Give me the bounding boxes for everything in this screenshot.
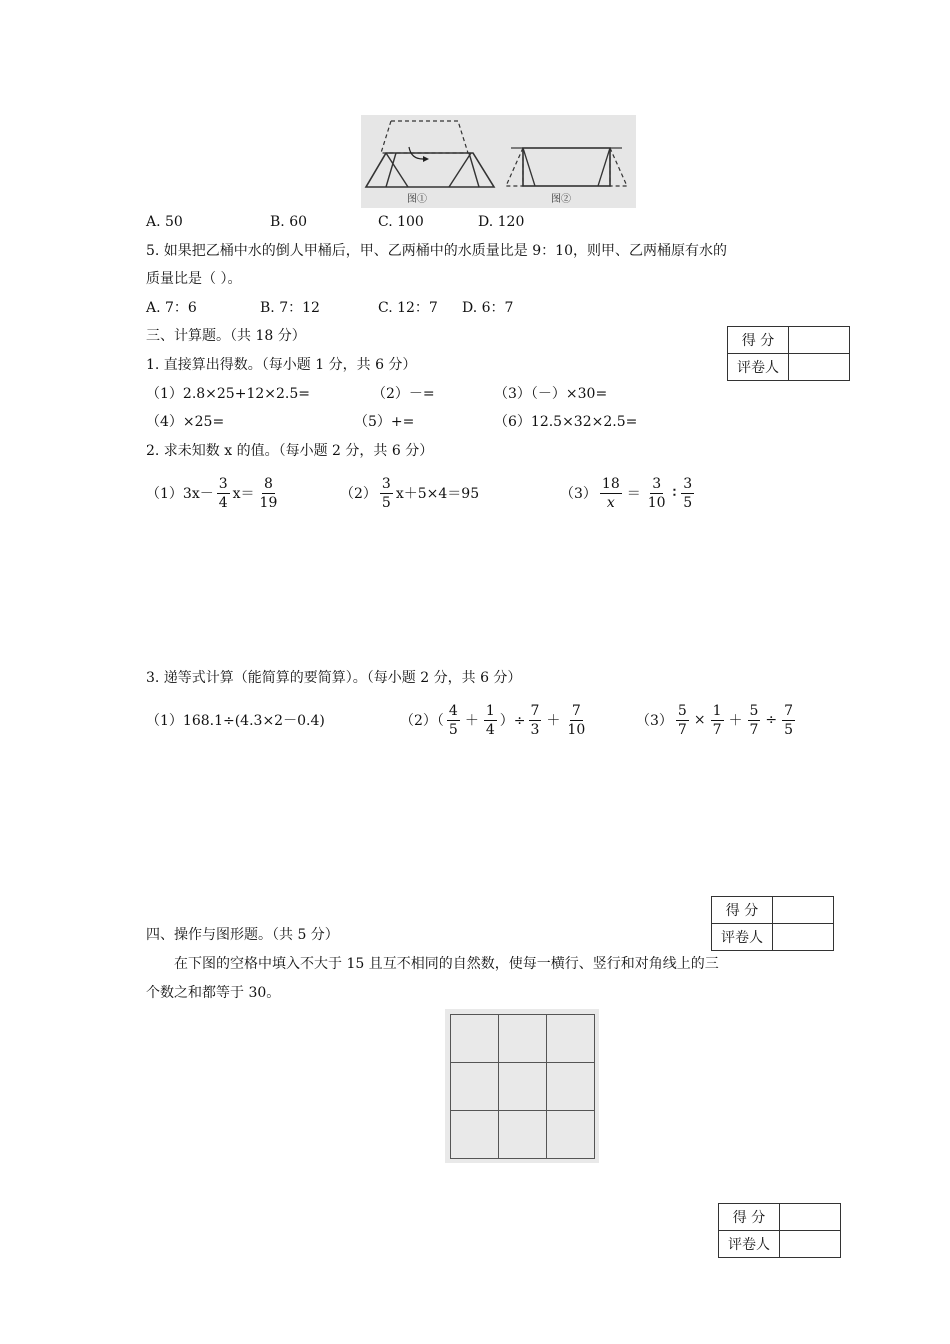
- q4-option-c: C. 100: [378, 214, 424, 230]
- q2e1-label: （1）3x－: [146, 486, 214, 502]
- score-blank: [789, 327, 850, 354]
- denominator: 5: [683, 494, 693, 511]
- q1-item-6: （6）12.5×32×2.5=: [494, 414, 638, 430]
- grader-label: 评卷人: [719, 1231, 780, 1258]
- grader-blank: [773, 924, 834, 951]
- numerator: 7: [530, 702, 540, 719]
- q1-item-5: （5）+=: [354, 414, 415, 430]
- numerator: 4: [448, 702, 458, 719]
- q1-title: 1. 直接算出得数。（每小题 1 分，共 6 分）: [146, 357, 417, 373]
- fraction: [380, 476, 393, 511]
- q3e1-text: （1）168.1÷(4.3×2－0.4): [146, 713, 325, 729]
- times-sign: ×: [693, 712, 706, 728]
- fraction: [217, 476, 230, 511]
- figure-1-label: 图①: [407, 194, 427, 205]
- score-label: 得 分: [712, 897, 773, 924]
- denominator: 4: [485, 721, 495, 738]
- denominator: x: [606, 494, 615, 511]
- grid-cell[interactable]: [450, 1062, 499, 1111]
- q3-expression-1: [146, 695, 325, 745]
- numerator: 7: [571, 702, 581, 719]
- plus-sign: ＋: [728, 713, 743, 729]
- numerator: 7: [784, 702, 794, 719]
- fraction: [748, 703, 761, 738]
- q1-item-2: （2）－=: [372, 386, 435, 402]
- denominator: 5: [381, 494, 391, 511]
- q2e1-mid: x＝: [232, 486, 255, 502]
- q5-text-line1: 5. 如果把乙桶中水的倒人甲桶后，甲、乙两桶中的水质量比是 9：10，则甲、乙两桶原有水的: [146, 243, 727, 259]
- ratio-colon: ∶: [672, 485, 677, 501]
- numerator: 18: [601, 475, 620, 492]
- q3e2-close: ）÷: [499, 713, 526, 729]
- q3e3-label: （3）: [636, 713, 673, 729]
- grid-cell[interactable]: [546, 1110, 595, 1159]
- grader-blank: [789, 354, 850, 381]
- q2e3-label: （3）: [560, 486, 597, 502]
- grid-cell[interactable]: [546, 1014, 595, 1063]
- q3-expression-3: [636, 695, 798, 745]
- grader-label: 评卷人: [728, 354, 789, 381]
- score-blank: [780, 1204, 841, 1231]
- figure-2-label: 图②: [551, 194, 571, 205]
- denominator: 4: [218, 494, 228, 511]
- numerator: 3: [218, 475, 228, 492]
- fraction: [529, 703, 542, 738]
- numerator: 8: [264, 475, 273, 492]
- q2-title: 2. 求未知数 x 的值。（每小题 2 分，共 6 分）: [146, 443, 434, 459]
- trapezoid-fold-figure: [361, 115, 636, 208]
- numerator: 3: [652, 475, 662, 492]
- numerator: 5: [749, 702, 759, 719]
- score-box-section-5: [718, 1203, 841, 1258]
- denominator: 7: [677, 721, 687, 738]
- grid-cell[interactable]: [498, 1014, 547, 1063]
- fraction: [681, 476, 694, 511]
- denominator: 7: [712, 721, 722, 738]
- q4-option-d: D. 120: [478, 214, 525, 230]
- fraction: [782, 703, 795, 738]
- q1-item-3: （3）（－）×30=: [494, 386, 608, 402]
- q3e2-label: （2）（: [400, 713, 444, 729]
- fraction: [258, 476, 280, 511]
- section-3-title: 三、计算题。（共 18 分）: [146, 328, 306, 344]
- q5-option-a: A. 7：6: [146, 300, 197, 316]
- fraction: [600, 476, 622, 511]
- q1-item-4: （4）×25=: [146, 414, 225, 430]
- equals-sign: ＝: [626, 486, 641, 502]
- fraction: [447, 703, 460, 738]
- fraction: [484, 703, 497, 738]
- q1-item-1: （1）2.8×25+12×2.5=: [146, 386, 310, 402]
- magic-square-grid: [445, 1009, 599, 1163]
- q2e2-label: （2）: [340, 486, 377, 502]
- grader-blank: [780, 1231, 841, 1258]
- fraction: [646, 476, 668, 511]
- plus-sign: ＋: [546, 713, 561, 729]
- denominator: 5: [784, 721, 794, 738]
- numerator: 3: [381, 475, 391, 492]
- fraction: [676, 703, 689, 738]
- q3-title: 3. 递等式计算（能简算的要简算）。（每小题 2 分，共 6 分）: [146, 670, 522, 686]
- grid-cell[interactable]: [498, 1062, 547, 1111]
- grader-label: 评卷人: [712, 924, 773, 951]
- fraction: [711, 703, 724, 738]
- score-box-section-4: [711, 896, 834, 951]
- grid-cell[interactable]: [450, 1014, 499, 1063]
- denominator: 19: [259, 494, 278, 511]
- trapezoid-fold-diagram: [361, 115, 636, 208]
- section-4-text-line2: 个数之和都等于 30。: [146, 985, 281, 1001]
- q5-text-line2: 质量比是（ ）。: [146, 271, 242, 287]
- denominator: 10: [567, 721, 586, 738]
- score-box-section-3: [727, 326, 850, 381]
- q2-equation-1: [146, 468, 282, 518]
- q2-equation-2: [340, 468, 479, 518]
- q5-option-b: B. 7：12: [260, 300, 320, 316]
- grid-cell[interactable]: [450, 1110, 499, 1159]
- q5-option-d: D. 6：7: [462, 300, 514, 316]
- score-label: 得 分: [719, 1204, 780, 1231]
- plus-sign: ＋: [464, 713, 479, 729]
- grid-cell[interactable]: [546, 1062, 595, 1111]
- score-label: 得 分: [728, 327, 789, 354]
- denominator: 7: [749, 721, 759, 738]
- section-4-title: 四、操作与图形题。（共 5 分）: [146, 927, 339, 943]
- numerator: 3: [683, 475, 693, 492]
- q2e2-rest: x＋5×4＝95: [395, 486, 480, 502]
- q4-option-b: B. 60: [270, 214, 308, 230]
- q5-option-c: C. 12：7: [378, 300, 438, 316]
- q2-equation-3: [560, 468, 697, 518]
- q3-expression-2: [400, 695, 590, 745]
- fraction: [565, 703, 587, 738]
- denominator: 10: [647, 494, 666, 511]
- section-4-text-line1: 在下图的空格中填入不大于 15 且互不相同的自然数，使每一横行、竖行和对角线上的三: [174, 956, 719, 972]
- denominator: 3: [530, 721, 540, 738]
- denominator: 5: [448, 721, 458, 738]
- numerator: 5: [677, 702, 687, 719]
- numerator: 1: [712, 702, 722, 719]
- q4-option-a: A. 50: [146, 214, 183, 230]
- numerator: 1: [485, 702, 495, 719]
- grid-cell[interactable]: [498, 1110, 547, 1159]
- score-blank: [773, 897, 834, 924]
- divide-sign: ÷: [765, 712, 778, 728]
